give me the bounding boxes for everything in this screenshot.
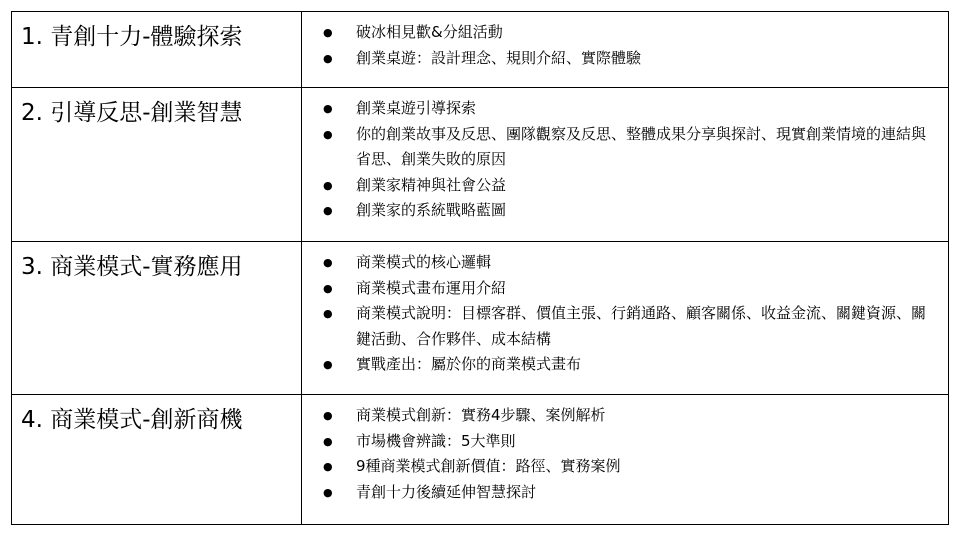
module-title-cell [12, 395, 302, 525]
bullet-list [302, 395, 948, 513]
list-item: ● 創業家精神與社會公益 [302, 173, 940, 199]
table-row-module-3 [12, 242, 949, 395]
list-item: ● 9種商業模式創新價值：路徑、實務案例 [302, 454, 940, 480]
bullet-list [302, 12, 948, 79]
list-item: ● 創業家的系統戰略藍圖 [302, 198, 940, 224]
bullet-list [302, 242, 948, 386]
list-item: ● 市場機會辨識：5大準則 [302, 429, 940, 455]
table-row-module-2 [12, 88, 949, 242]
module-title-cell [12, 12, 302, 88]
module-content-cell [302, 242, 949, 395]
module-title: 2. 引導反思-創業智慧 [21, 100, 243, 126]
table-row-module-1 [12, 12, 949, 88]
list-item: ● 創業桌遊引導探索 [302, 96, 940, 122]
module-title: 4. 商業模式-創新商機 [21, 407, 243, 433]
module-title: 1. 青創十力-體驗探索 [21, 24, 243, 50]
list-item: ● 創業桌遊：設計理念、規則介紹、實際體驗 [302, 46, 940, 72]
module-title: 3. 商業模式-實務應用 [21, 254, 243, 280]
module-content-cell [302, 88, 949, 242]
list-item: ● 你的創業故事及反思、團隊觀察及反思、整體成果分享與探討、現實創業情境的連結與省思、創業失敗的原因 [302, 122, 940, 173]
list-item: ● 青創十力後續延伸智慧探討 [302, 480, 940, 506]
bullet-list [302, 88, 948, 232]
table-row-module-4 [12, 395, 949, 525]
module-title-cell [12, 88, 302, 242]
list-item: ● 商業模式創新：實務4步驟、案例解析 [302, 403, 940, 429]
list-item: ● 破冰相見歡&分組活動 [302, 20, 940, 46]
list-item: ● 商業模式畫布運用介紹 [302, 276, 940, 302]
module-title-cell [12, 242, 302, 395]
list-item: ● 商業模式說明：目標客群、價值主張、行銷通路、顧客關係、收益金流、關鍵資源、關鍵活動、合作夥伴、成本結構 [302, 301, 940, 352]
list-item: ● 實戰產出：屬於你的商業模式畫布 [302, 352, 940, 378]
module-content-cell [302, 395, 949, 525]
course-outline-table [11, 11, 949, 525]
list-item: ● 商業模式的核心邏輯 [302, 250, 940, 276]
module-content-cell [302, 12, 949, 88]
